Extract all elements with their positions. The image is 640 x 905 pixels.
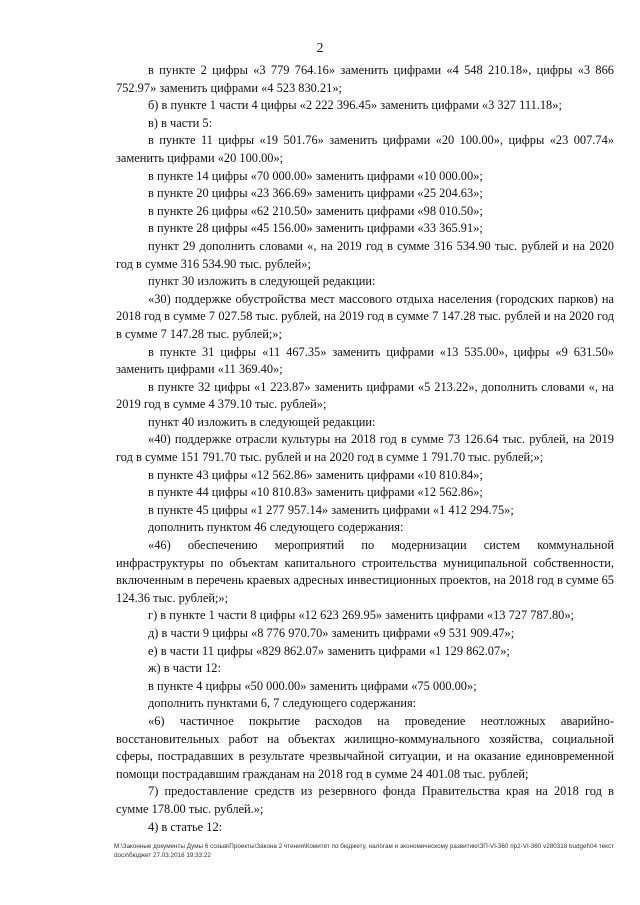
page-number: 2 <box>316 41 324 56</box>
paragraph: 4) в статье 12: <box>148 819 223 834</box>
paragraph: в пункте 14 цифры «70 000.00» заменить цифрами «10 000.00»; <box>148 168 483 183</box>
paragraph: в пункте 31 цифры «11 467.35» заменить цифрами «13 535.00», цифры «9 631.50» заменить цифрами «11 369.40»; <box>116 344 614 377</box>
paragraph: пункт 40 изложить в следующей редакции: <box>148 414 376 429</box>
paragraph: в пункте 43 цифры «12 562.86» заменить цифрами «10 810.84»; <box>148 467 483 482</box>
paragraph: в пункте 45 цифры «1 277 957.14» заменить цифрами «1 412 294.75»; <box>148 502 514 517</box>
paragraph: в пункте 2 цифры «3 779 764.16» заменить цифрами «4 548 210.18», цифры «3 866 752.97» заменить цифрами «4 523 830.21»; <box>116 63 614 95</box>
paragraph: дополнить пунктом 46 следующего содержания: <box>148 520 404 535</box>
paragraph: пункт 30 изложить в следующей редакции: <box>148 274 376 289</box>
paragraph: 7) предоставление средств из резервного фонда Правительства края на 2018 год в сумме 178.00 тыс. рублей.»; <box>116 784 614 816</box>
paragraph: «30) поддержке обустройства мест массового отдыха населения (городских парков) на 2018 год в сумме 7 027.58 тыс. рублей, на 2019 год в сумме 7 147.28 тыс. рублей и на 2020 год в сумме 7 147.28 тыс. рублей;»; <box>116 291 614 341</box>
paragraph: в) в части 5: <box>148 115 213 130</box>
paragraph: б) в пункте 1 части 4 цифры «2 222 396.45» заменить цифрами «3 327 111.18»; <box>148 98 562 113</box>
paragraph: «46) обеспечению мероприятий по модернизации систем коммунальной инфраструктуры по объектам капитального строительства муниципальной собственности, включенным в перечень краевых адресных инвестиционных проектов, на 2018 год в сумме 65 124.36 тыс. рублей;»; <box>116 538 614 605</box>
paragraph: г) в пункте 1 части 8 цифры «12 623 269.95» заменить цифрами «13 727 787.80»; <box>148 608 574 623</box>
paragraph: пункт 29 дополнить словами «, на 2019 год в сумме 316 534.90 тыс. рублей и на 2020 год в сумме 316 534.90 тыс. рублей»; <box>116 238 614 271</box>
paragraph: в пункте 4 цифры «50 000.00» заменить цифрами «75 000.00»; <box>148 678 477 693</box>
document-body <box>116 62 614 836</box>
paragraph: в пункте 26 цифры «62 210.50» заменить цифрами «98 010.50»; <box>148 203 483 218</box>
paragraph: д) в части 9 цифры «8 776 970.70» заменить цифрами «9 531 909.47»; <box>148 626 515 640</box>
paragraph: ж) в части 12: <box>148 661 221 676</box>
paragraph: в пункте 20 цифры «23 366.69» заменить цифрами «25 204.63»; <box>148 186 483 201</box>
paragraph: «40) поддержке отрасли культуры на 2018 год в сумме 73 126.64 тыс. рублей, на 2019 год в сумме 151 791.70 тыс. рублей и на 2020 год в сумме 1 791.70 тыс. рублей;»; <box>116 432 614 465</box>
paragraph: е) в части 11 цифры «829 862.07» заменить цифрами «1 129 862.07»; <box>148 643 510 658</box>
paragraph: в пункте 11 цифры «19 501.76» заменить цифрами «20 100.00», цифры «23 007.74» заменить цифрами «20 100.00»; <box>116 133 614 165</box>
paragraph: дополнить пунктами 6, 7 следующего содержания: <box>148 696 417 711</box>
paragraph: в пункте 28 цифры «45 156.00» заменить цифрами «33 365.91»; <box>148 221 483 236</box>
paragraph: в пункте 32 цифры «1 223.87» заменить цифрами «5 213.22», дополнить словами «, на 2019 год в сумме 4 379.10 тыс. рублей»; <box>116 379 614 412</box>
paragraph: в пункте 44 цифры «10 810.83» заменить цифрами «12 562.86»; <box>148 485 483 500</box>
paragraph: «6) частичное покрытие расходов на проведение неотложных аварийно-восстановительных работ на объектах жилищно-коммунального хозяйства, социальной сферы, пострадавших в результате чрезвычайной ситуации, и на оказание единовременной помощи пострадавшим гражданам на 2018 год в сумме 24 401.08 тыс. рублей; <box>116 713 614 781</box>
file-path-footer: М:\Законные документы Думы 6 созыв\Проекты\Закона 2 чтения\Комитет по бюджету, налогам и экономическому развитию\ЗП-VI-360 пр2-VI-360 v280318 budget\04 текст docx\бюджет 27.03.2018 19:33:22 <box>114 843 614 859</box>
